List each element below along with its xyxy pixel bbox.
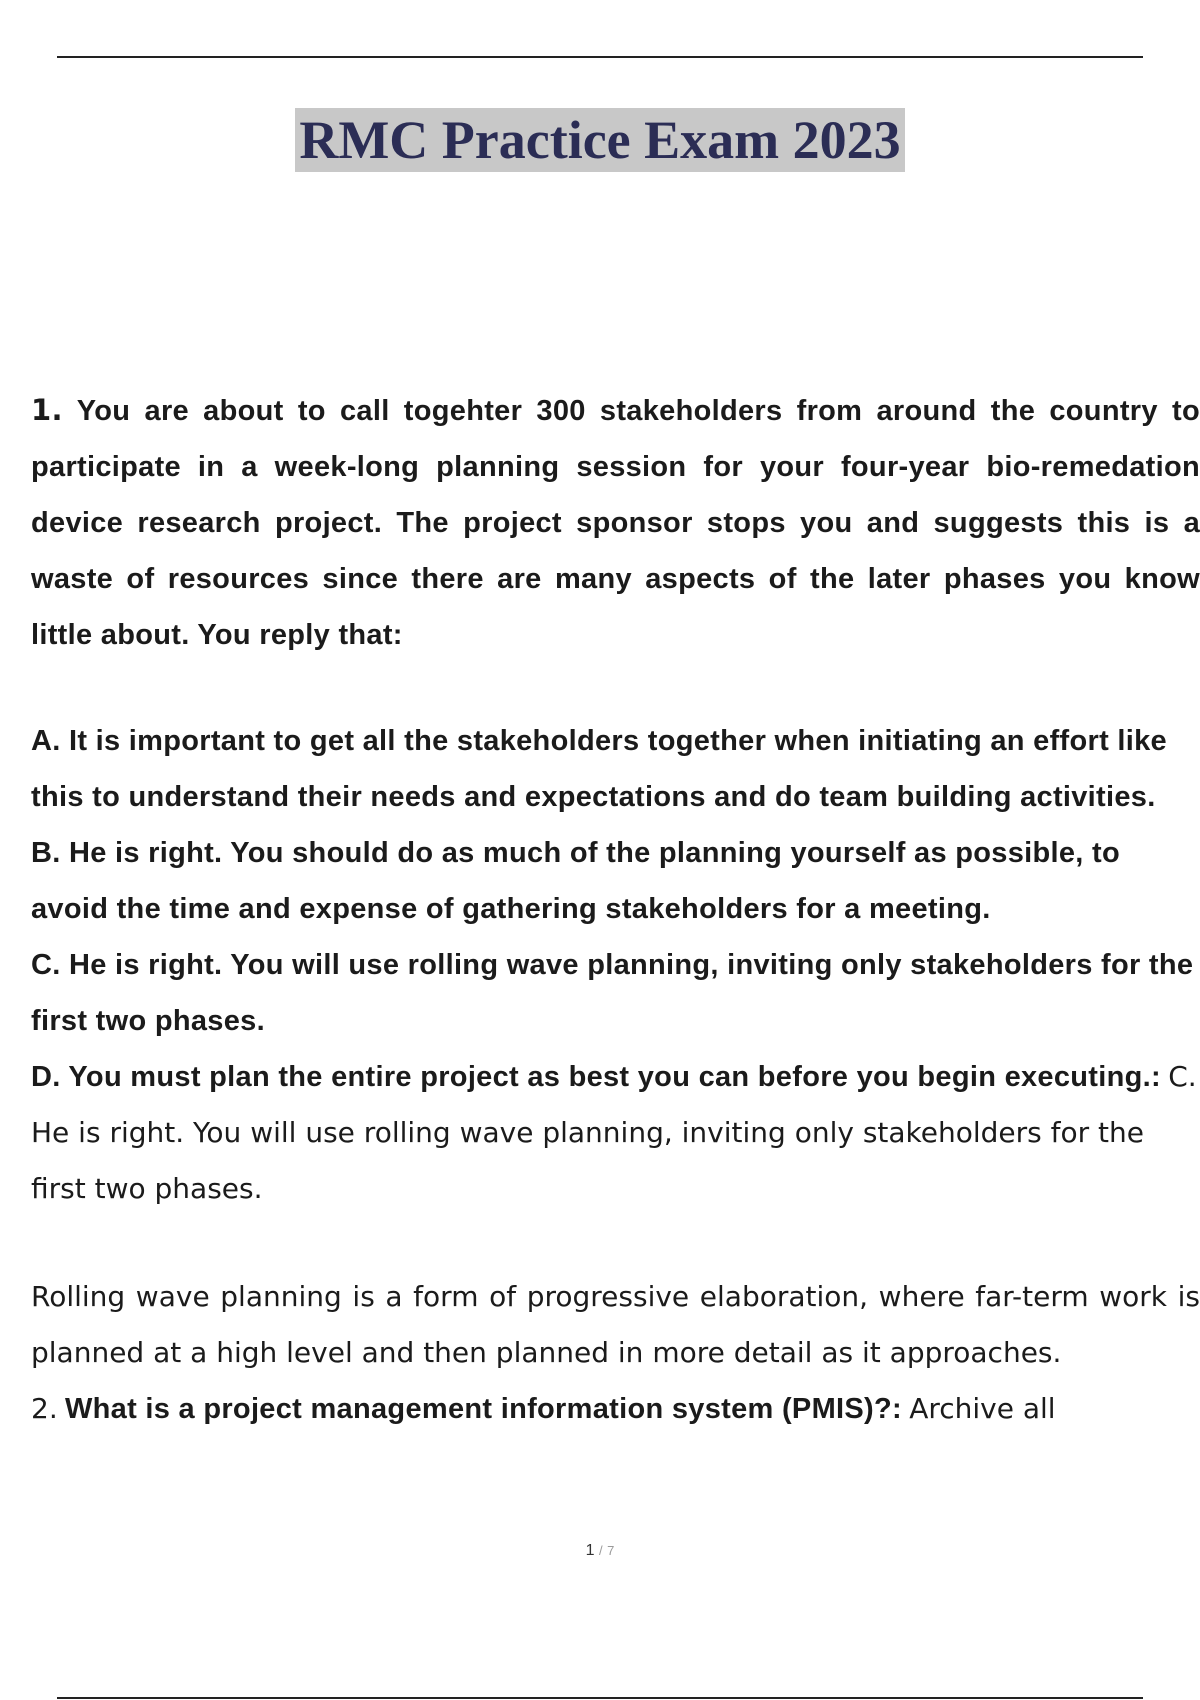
option-d-with-answer: [31, 1049, 1200, 1217]
question-1: [31, 382, 1200, 663]
question-1-answer: C. He is right. You will use rolling wave planning, inviting only stakeholders for the first two phases.: [31, 1060, 1197, 1205]
bottom-divider: [57, 1697, 1143, 1699]
question-1-explanation: Rolling wave planning is a form of progressive elaboration, where far-term work is planned at a high level and then planned in more detail as it approaches.: [31, 1280, 1200, 1369]
title-container: [0, 108, 1200, 172]
question-1-text: You are about to call togehter 300 stakeholders from around the country to participate in a week-long planning session for your four-year bio-remedation device research project. The project sponsor stops you and suggests this is a waste of resources since there are many aspects of the later phases you know little about. You reply that:: [31, 395, 1200, 651]
option-a: A. It is important to get all the stakeholders together when initiating an effort like this to understand their needs and expectations and do team building activities.: [31, 725, 1167, 813]
question-2: [31, 1381, 1200, 1437]
page-total: 7: [607, 1543, 615, 1558]
page-separator: /: [599, 1543, 603, 1558]
question-2-text: What is a project management information system (PMIS)?:: [64, 1393, 902, 1425]
option-b: B. He is right. You should do as much of the planning yourself as possible, to avoid the time and expense of gathering stakeholders for a meeting.: [31, 837, 1120, 925]
document-title: RMC Practice Exam 2023: [295, 108, 904, 172]
question-2-number: 2.: [31, 1392, 58, 1425]
top-divider: [57, 56, 1143, 58]
question-1-number: 1.: [31, 393, 63, 427]
page-number: [0, 1542, 1200, 1560]
option-c: C. He is right. You will use rolling wave planning, inviting only stakeholders for the first two phases.: [31, 949, 1194, 1037]
question-2-answer-start: Archive all: [909, 1392, 1056, 1425]
spacer: [31, 663, 1200, 713]
option-d: D. You must plan the entire project as best you can before you begin executing.:: [31, 1061, 1161, 1093]
page-current: 1: [585, 1542, 595, 1559]
spacer: [31, 1217, 1200, 1269]
document-body: [31, 382, 1200, 1437]
